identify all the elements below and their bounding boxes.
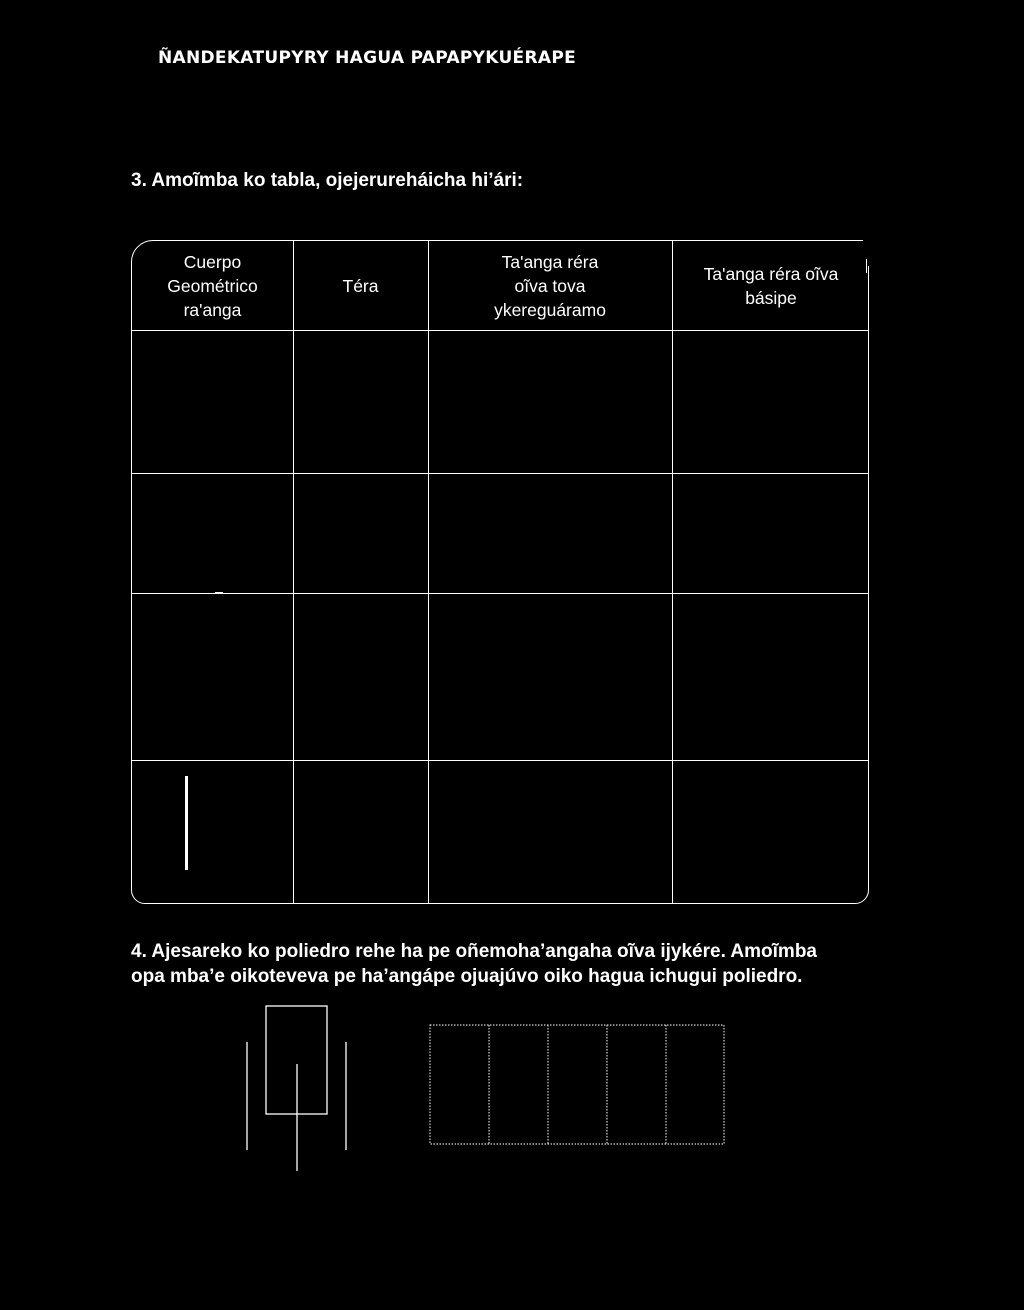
header-taanga-tova: Ta'anga réra oĩva tova ykereguáramo [494, 252, 606, 320]
header-cuerpo-geometrico: Cuerpo Geométrico ra'anga [167, 252, 258, 320]
question-3: 3. Amoĩmba ko tabla, ojejerureháicha hi’ári: [131, 170, 524, 191]
net-face [430, 1025, 724, 1144]
polyhedron-net-1 [247, 1006, 346, 1171]
question-4: 4. Ajesareko ko poliedro rehe ha pe oñemoha’angaha oĩva ijykére. Amoĩmba opa mba’e oikoteveva pe ha’angápe ojuajúvo oiko hagua ichugui poliedro. [131, 941, 817, 987]
header-taanga-basipe: Ta'anga réra oĩva básipe [703, 264, 839, 308]
polyhedron-net-2 [430, 1025, 724, 1144]
page-header: ÑANDEKATUPYRY HAGUA PAPAPYKUÉRAPE [158, 48, 576, 68]
header-tera: Téra [342, 276, 379, 296]
